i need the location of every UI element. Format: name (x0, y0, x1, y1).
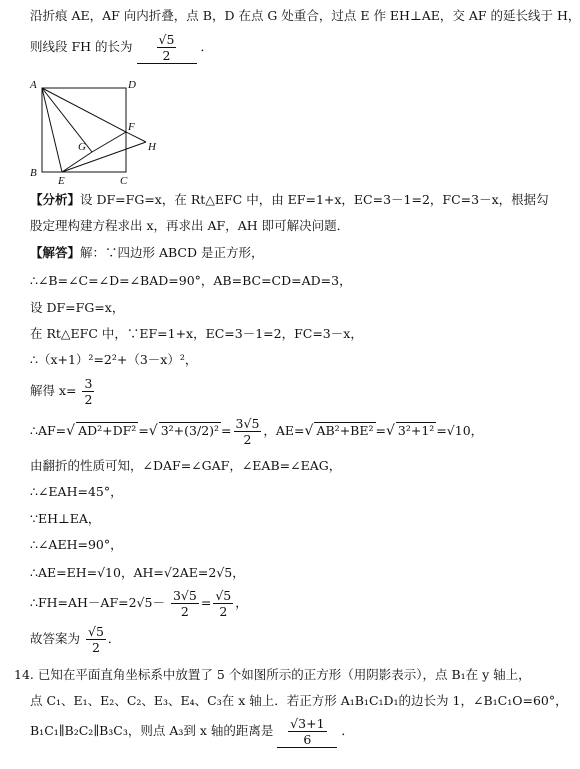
af-result-den: 2 (243, 432, 252, 447)
fh-frac1-num: 3√5 (172, 588, 197, 603)
q14-blank (277, 716, 337, 748)
fh-prefix: ∴FH=AH－AF=2√5－ (30, 595, 165, 610)
q14-line-3 (30, 716, 354, 748)
fh-frac2-num: √5 (215, 588, 232, 603)
ae-result: √10， (446, 423, 484, 438)
solution-line-4: ∴（x+1）²=2²+（3－x）²， (30, 352, 198, 367)
final-answer-suffix: ． (107, 631, 121, 646)
af-result-num: 3√5 (235, 416, 260, 431)
q14-suffix: ． (341, 723, 354, 738)
solution-line-6: ∴AF=√ AD²+DF² =√ 3²+(3/2)² = $\frac{3√5}{2}$ ，AE=√ AB²+BE² =√ 3²+1² =√10， (30, 416, 484, 447)
answer-suffix: ． (200, 39, 214, 54)
text-line-1: 沿折痕 AE，AF 向内折叠，点 B，D 在点 G 处重合，过点 E 作 EH⊥AE，交 AF 的延长线于 H， (30, 8, 580, 23)
q14-line-1: 14. 已知在平面直角坐标系中放置了 5 个如图所示的正方形（用阴影表示），点 B₁在 y 轴上， (14, 667, 531, 682)
fh-suffix: ， (235, 595, 248, 610)
solution-line-12 (30, 588, 248, 619)
analysis-text-1: 设 DF=FG=x，在 Rt△EFC 中，由 EF=1+x，EC=3－1=2，FC=3－x，根据勾 (80, 192, 549, 207)
eq-2: = (221, 423, 232, 438)
analysis-line-1 (30, 192, 549, 208)
q14-answer-num: √3+1 (290, 716, 325, 731)
label-e: E (58, 175, 65, 187)
solution-line-0 (30, 245, 264, 261)
eq-4: = (436, 423, 447, 438)
solve-x-prefix: 解得 x= (30, 383, 77, 398)
label-f: F (128, 121, 135, 133)
solution-line-7: 由翻折的性质可知，∠DAF=∠GAF，∠EAB=∠EAG， (30, 458, 342, 473)
segment-fh (126, 132, 146, 142)
solution-tag: 【解答】 (30, 245, 81, 260)
analysis-line-2: 股定理构建方程求出 x，再求出 AF，AH 即可解决问题． (30, 218, 350, 233)
solution-line-10: ∴∠AEH=90°， (30, 537, 123, 552)
q14-prefix: B₁C₁∥B₂C₂∥B₃C₃，则点 A₃到 x 轴的距离是 (30, 723, 274, 738)
segment-eh (62, 142, 146, 172)
answer-denominator: 2 (162, 48, 171, 63)
label-h: H (148, 141, 156, 153)
solution-line-5 (30, 376, 96, 407)
fh-frac2-den: 2 (219, 604, 228, 619)
ae-prefix: ，AE= (263, 423, 305, 438)
solution-text-0: 解：∵四边形 ABCD 是正方形， (80, 245, 264, 260)
fh-eq: = (200, 595, 212, 610)
radical-4: 3²+1² (397, 423, 435, 438)
segment-eg (62, 152, 92, 172)
segment-gf (92, 132, 126, 152)
solution-line-13 (30, 624, 120, 655)
final-answer-den: 2 (91, 640, 100, 655)
solution-line-2: 设 DF=FG=x， (30, 300, 125, 315)
segment-af (42, 88, 126, 132)
solution-line-3: 在 Rt△EFC 中，∵EF=1+x，EC=3－1=2，FC=3－x， (30, 326, 363, 341)
eq-3: = (375, 423, 386, 438)
af-prefix: ∴AF= (30, 423, 67, 438)
radical-2: 3²+(3/2)² (160, 423, 220, 438)
geometry-figure (20, 70, 170, 185)
answer-blank (137, 32, 197, 64)
fh-frac1-den: 2 (180, 604, 189, 619)
radical-1: AD²+DF² (78, 423, 137, 438)
q14-line-2: 点 C₁、E₁、E₂、C₂、E₃、E₄、C₃在 x 轴上．若正方形 A₁B₁C₁D₁的边长为 1，∠B₁C₁O=60°， (30, 693, 568, 708)
final-answer-prefix: 故答案为 (30, 631, 81, 646)
x-denominator: 2 (84, 392, 93, 407)
radical-3: AB²+BE² (316, 423, 374, 438)
label-b: B (30, 167, 37, 179)
answer-line (30, 32, 213, 64)
answer-prefix: 则线段 FH 的长为 (30, 39, 133, 54)
answer-numerator: √5 (158, 32, 175, 47)
label-d: D (128, 79, 136, 91)
solution-line-8: ∴∠EAH=45°， (30, 484, 123, 499)
solution-line-11: ∴AE=EH=√10，AH=√2AE=2√5， (30, 565, 245, 580)
final-answer-num: √5 (88, 624, 104, 639)
solution-line-1: ∴∠B=∠C=∠D=∠BAD=90°，AB=BC=CD=AD=3， (30, 273, 352, 288)
q14-answer-den: 6 (303, 732, 312, 747)
solution-line-9: ∵EH⊥EA， (30, 511, 101, 526)
square-abcd (42, 88, 126, 172)
label-c: C (120, 175, 128, 187)
label-g: G (78, 141, 86, 153)
analysis-tag: 【分析】 (30, 192, 81, 207)
label-a: A (30, 79, 37, 91)
eq-1: = (138, 423, 149, 438)
x-numerator: 3 (84, 376, 93, 391)
